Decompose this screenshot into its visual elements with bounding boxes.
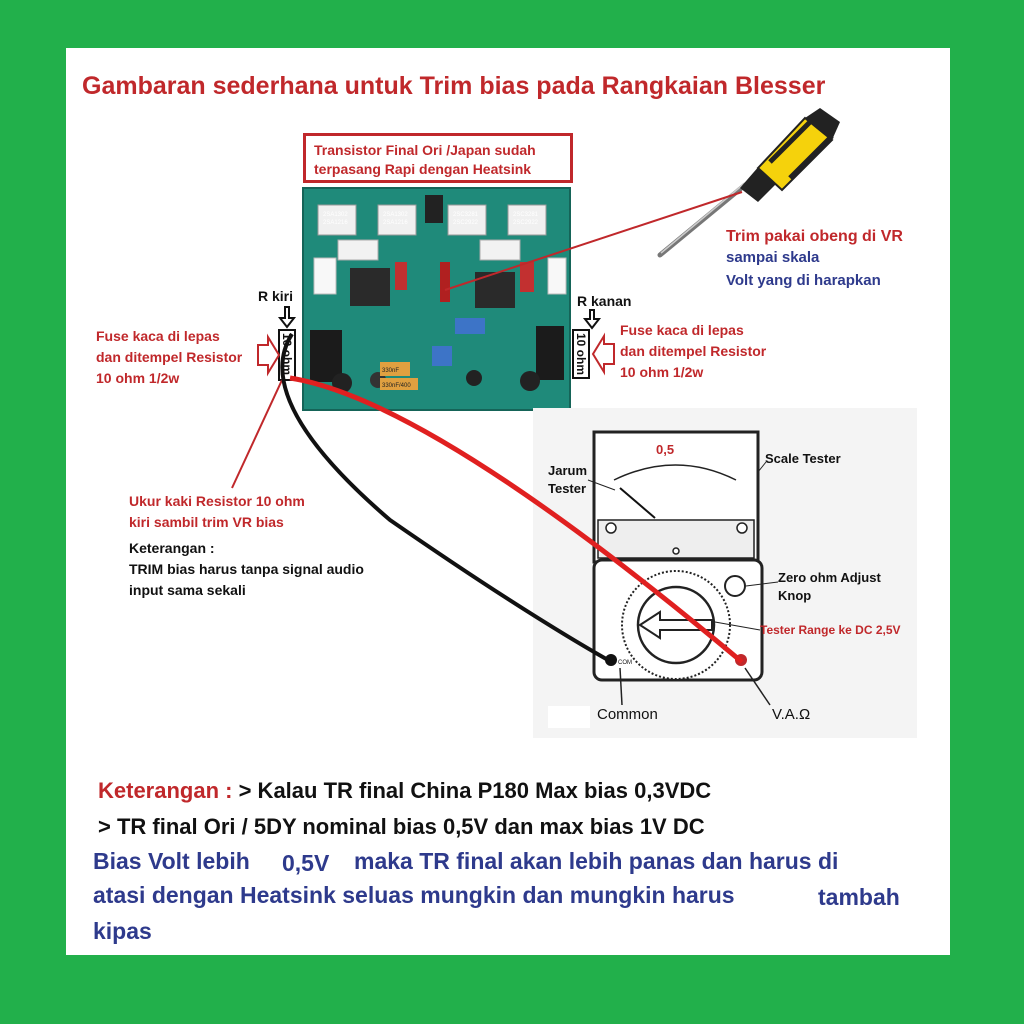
transistor-note-box <box>303 133 573 183</box>
pcb-label: 2SC3281 <box>513 212 539 218</box>
bottom-line-2: > TR final Ori / 5DY nominal bias 0,5V dan max bias 1V DC <box>98 814 705 839</box>
r-kiri-label: R kiri <box>258 288 294 304</box>
pcb-label: 2SA1302 <box>383 212 408 218</box>
fuse-right-line: 10 ohm 1/2w <box>620 364 704 380</box>
pcb-label: 2SA1302 <box>323 212 348 218</box>
resistor-left-label: 10 ohm <box>280 333 294 376</box>
meter-com-small: COM <box>618 660 632 666</box>
keterangan-small-line: input sama sekali <box>129 582 246 598</box>
bottom-line-3a: Bias Volt lebih <box>93 848 250 874</box>
meter-needle-value: 0,5 <box>656 442 675 457</box>
ukur-pointer-line <box>232 380 282 488</box>
r-kanan-label: R kanan <box>577 293 632 309</box>
transistor-note-line: terpasang Rapi dengan Heatsink <box>314 161 532 177</box>
ukur-note-line: Ukur kaki Resistor 10 ohm <box>129 493 305 509</box>
meter-range-label: Tester Range ke DC 2,5V <box>760 623 901 637</box>
fuse-right-line: dan ditempel Resistor <box>620 343 767 359</box>
meter-common-label: Common <box>597 706 658 723</box>
meter-zero-adjust-label <box>778 569 881 605</box>
pcb-board <box>303 188 570 410</box>
keterangan-small-line: TRIM bias harus tanpa signal audio <box>129 561 364 577</box>
page-title: Gambaran sederhana untuk Trim bias pada Rangkaian Blesser <box>82 72 826 100</box>
bottom-line-4b: tambah <box>818 884 900 910</box>
meter-zero-line: Knop <box>778 588 812 603</box>
fuse-left-line: Fuse kaca di lepas <box>96 328 220 344</box>
meter-jarum-line: Jarum <box>548 463 588 478</box>
pcb-label: 330nF <box>382 368 400 374</box>
arrow-down-left-icon <box>280 307 294 327</box>
arrow-right-icon <box>258 337 279 373</box>
pcb-label: 2SC2922 <box>513 220 539 226</box>
fuse-right-note <box>620 320 766 383</box>
pcb-label: 2SC3281 <box>453 212 479 218</box>
keterangan-small-note <box>129 538 364 601</box>
pcb-label: 330nF/400 <box>382 383 411 389</box>
meter-jarum-label <box>548 462 587 498</box>
bottom-line-4a: atasi dengan Heatsink seluas mungkin dan mungkin harus <box>93 882 735 908</box>
keterangan-label: Keterangan : <box>98 778 233 803</box>
meter-scale-label: Scale Tester <box>765 451 841 466</box>
resistor-right-label: 10 ohm <box>574 333 588 376</box>
arrow-left-icon <box>593 336 614 372</box>
trim-note-line: Volt yang di harapkan <box>726 272 881 289</box>
fuse-left-line: 10 ohm 1/2w <box>96 370 180 386</box>
fuse-left-note <box>96 326 242 389</box>
pcb-label: 2SC2922 <box>453 220 479 226</box>
arrow-down-right-icon <box>585 310 599 328</box>
fuse-right-line: Fuse kaca di lepas <box>620 322 744 338</box>
bottom-line-3c: maka TR final akan lebih panas dan harus di <box>354 848 839 874</box>
keterangan-small-line: Keterangan : <box>129 540 215 556</box>
meter-vao-label: V.A.Ω <box>772 706 811 723</box>
fuse-left-line: dan ditempel Resistor <box>96 349 243 365</box>
trim-note-line: Trim pakai obeng di VR <box>726 228 903 245</box>
bottom-line-1 <box>98 774 711 807</box>
trim-note-line: sampai skala <box>726 249 820 266</box>
transistor-note-line: Transistor Final Ori /Japan sudah <box>314 142 536 158</box>
meter-zero-line: Zero ohm Adjust <box>778 570 881 585</box>
pcb-label: 2SA1216 <box>383 220 408 226</box>
bottom-line-1-text: > Kalau TR final China P180 Max bias 0,3VDC <box>232 778 712 803</box>
pcb-label: 2SA1216 <box>323 220 348 226</box>
bottom-line-3b: 0,5V <box>282 850 330 876</box>
meter-jarum-line: Tester <box>548 481 587 496</box>
bottom-line-5: kipas <box>93 918 152 944</box>
ukur-note-line: kiri sambil trim VR bias <box>129 514 284 530</box>
ukur-note <box>129 491 305 533</box>
